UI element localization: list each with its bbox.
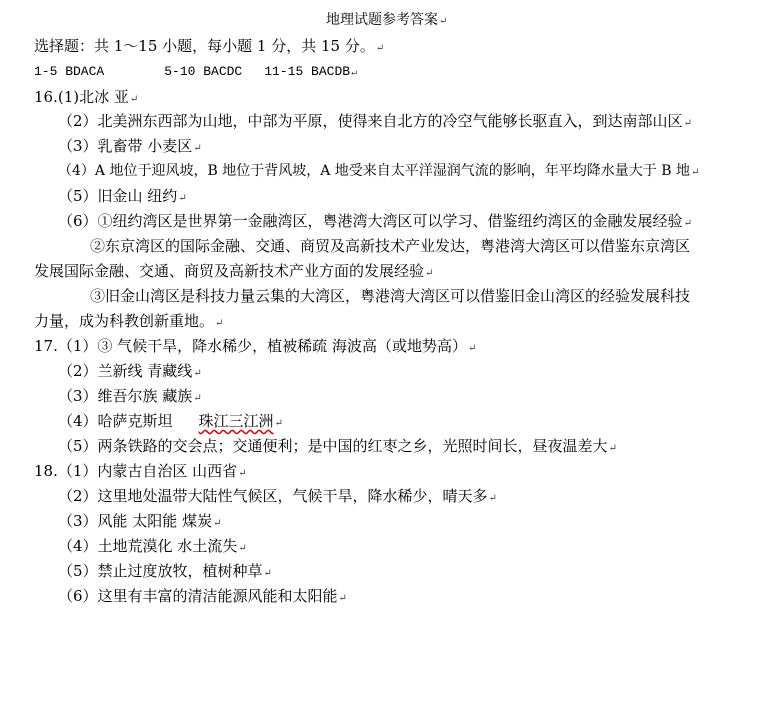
q16-item-5: （5）旧金山 纽约↵: [58, 187, 187, 205]
q18-item-6: （6）这里有丰富的清洁能源风能和太阳能↵: [58, 587, 347, 605]
choice-answers: 1-5 BDACA 5-10 BACDC 11-15 BACDB↵: [34, 64, 358, 79]
page-title: 地理试题参考答案↵: [326, 12, 448, 28]
q17-item-2: （2）兰新线 青藏线↵: [58, 362, 202, 380]
q17-item-3: （3）维吾尔族 藏族↵: [58, 387, 202, 405]
q16-item-2: （2）北美洲东西部为山地，中部为平原，使得来自北方的冷空气能够长驱直入，到达南部山区↵: [58, 112, 692, 130]
q16-item-3: （3）乳畜带 小麦区↵: [58, 137, 202, 155]
q16-item-6-3: ③旧金山湾区是科技力量云集的大湾区，粤港湾大湾区可以借鉴旧金山湾区的经验发展科技: [90, 287, 691, 305]
q18-item-4: （4）土地荒漠化 水土流失↵: [58, 537, 247, 555]
q17-item-5: （5）两条铁路的交会点；交通便利；是中国的红枣之乡，光照时间长，昼夜温差大↵: [58, 437, 617, 455]
q17-item-1: 17.（1）③ 气候干旱，降水稀少，植被稀疏 海波高（或地势高）↵: [34, 337, 477, 355]
q18-item-5: （5）禁止过度放牧，植树种草↵: [58, 562, 272, 580]
choice-intro: 选择题：共 1～15 小题，每小题 1 分，共 15 分。↵: [34, 37, 385, 55]
q16-item-6-2-cont: 发展国际金融、交通、商贸及高新技术产业方面的发展经验↵: [34, 262, 434, 280]
q16-item-4: （4）A 地位于迎风坡，B 地位于背风坡，A 地受来自太平洋湿润气流的影响，年平均降水量大于 B 地↵: [58, 163, 700, 179]
q18-item-3: （3）风能 太阳能 煤炭↵: [58, 512, 222, 530]
q16-item-6-1: （6）①纽约湾区是世界第一金融湾区，粤港湾大湾区可以学习、借鉴纽约湾区的金融发展经验↵: [58, 212, 692, 230]
q18-item-1: 18.（1）内蒙古自治区 山西省↵: [34, 462, 247, 480]
q18-item-2: （2）这里地处温带大陆性气候区，气候干旱，降水稀少，晴天多↵: [58, 487, 497, 505]
spellcheck-marked-text: 珠江三江洲: [198, 412, 274, 430]
q16-item-6-3-cont: 力量，成为科教创新重地。↵: [34, 312, 224, 330]
q16-item-6-2: ②东京湾区的国际金融、交通、商贸及高新技术产业发达，粤港湾大湾区可以借鉴东京湾区: [90, 237, 691, 255]
q17-item-4: （4）哈萨克斯坦 珠江三江洲↵: [58, 412, 283, 430]
q16-item-1: 16.(1)北冰 亚↵: [34, 88, 139, 106]
